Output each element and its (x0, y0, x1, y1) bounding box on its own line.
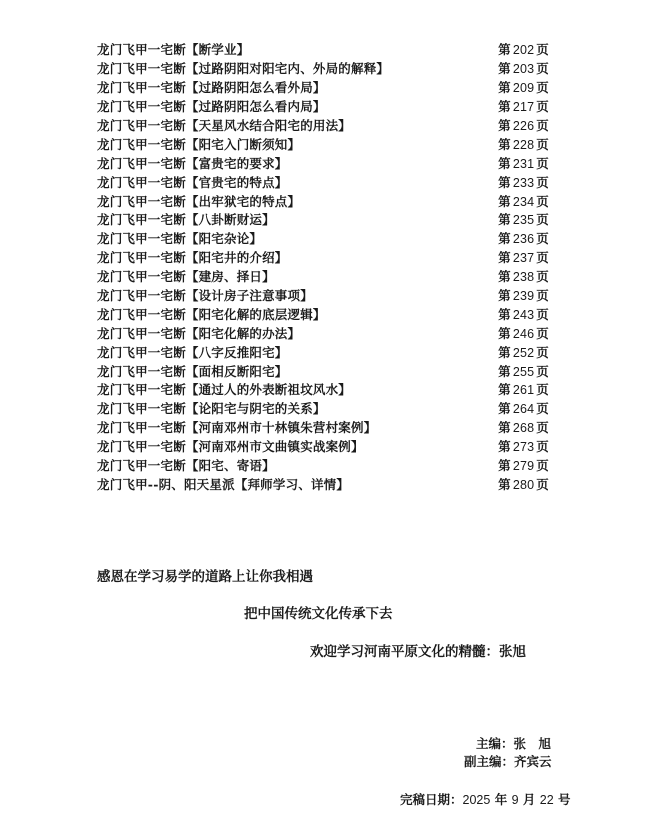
toc-page-prefix: 第 (498, 420, 511, 436)
completion-day-unit: 号 (558, 792, 571, 807)
toc-entry (97, 134, 549, 153)
toc-entry-page (498, 173, 549, 191)
toc-page-number: 202 (512, 43, 535, 58)
toc-entry-title: 龙门飞甲一宅断【天星风水结合阳宅的用法】 (97, 118, 352, 133)
toc-page-prefix: 第 (498, 306, 511, 322)
toc-page-suffix: 页 (536, 193, 549, 209)
toc-entry-title: 龙门飞甲--阴、阳天星派【拜师学习、详情】 (97, 476, 350, 492)
closing-line-2: 把中国传统文化传承下去 (244, 606, 393, 622)
toc-entry-page (498, 286, 549, 304)
toc-entry-title: 龙门飞甲一宅断【设计房子注意事项】 (97, 288, 313, 304)
toc-entry (97, 474, 549, 493)
toc-entry (97, 210, 549, 229)
table-of-contents (97, 40, 549, 493)
toc-entry-page (498, 229, 549, 247)
toc-page-prefix: 第 (498, 136, 511, 152)
toc-page-number: 261 (512, 383, 535, 398)
toc-entry (97, 267, 549, 286)
toc-entry-page (498, 475, 549, 493)
toc-page-prefix: 第 (498, 80, 511, 96)
toc-entry-title: 龙门飞甲一宅断【通过人的外表断祖坟风水】 (97, 382, 352, 398)
toc-entry-page (498, 248, 549, 266)
toc-page-suffix: 页 (536, 42, 549, 58)
toc-page-number: 226 (512, 119, 535, 133)
toc-entry-page (498, 59, 549, 77)
toc-page-suffix: 页 (536, 155, 549, 171)
toc-page-suffix: 页 (536, 212, 549, 228)
toc-page-prefix: 第 (498, 288, 511, 304)
toc-entry-title: 龙门飞甲一宅断【八卦断财运】 (97, 212, 275, 228)
toc-page-suffix: 页 (536, 136, 549, 152)
toc-page-prefix: 第 (498, 401, 511, 417)
toc-page-number: 217 (512, 100, 535, 115)
toc-entry-page (498, 116, 549, 134)
toc-page-number: 209 (512, 81, 535, 96)
toc-page-number: 279 (512, 459, 535, 474)
toc-page-number: 228 (512, 137, 535, 152)
toc-entry-title: 龙门飞甲一宅断【富贵宅的要求】 (97, 155, 288, 171)
toc-entry (97, 248, 549, 267)
toc-entry (97, 361, 549, 380)
toc-page-number: 280 (512, 477, 535, 492)
toc-page-prefix: 第 (498, 193, 511, 209)
toc-page-prefix: 第 (498, 382, 511, 398)
toc-page-prefix: 第 (498, 212, 511, 228)
toc-entry-page (498, 192, 549, 210)
toc-entry-page (498, 362, 549, 380)
toc-entry-page (498, 154, 549, 172)
toc-entry (97, 323, 549, 342)
toc-page-suffix: 页 (536, 231, 549, 247)
toc-entry-title: 龙门飞甲一宅断【断学业】 (97, 42, 250, 58)
toc-page-suffix: 页 (536, 439, 549, 455)
toc-entry-page (498, 210, 549, 228)
toc-entry-title: 龙门飞甲一宅断【河南邓州市十林镇朱营村案例】 (97, 420, 377, 436)
toc-entry-page (498, 267, 549, 285)
toc-page-suffix: 页 (536, 61, 549, 77)
toc-entry-title: 龙门飞甲一宅断【河南邓州市文曲镇实战案例】 (97, 439, 364, 455)
editor-credit: 主编：张 旭 (476, 736, 552, 751)
toc-entry (97, 399, 549, 418)
toc-page-prefix: 第 (498, 174, 511, 190)
completion-day: 22 (539, 793, 554, 807)
toc-page-number: 203 (512, 62, 535, 77)
toc-entry-page (498, 40, 549, 58)
toc-entry-title: 龙门飞甲一宅断【出牢狱宅的特点】 (97, 193, 301, 209)
toc-entry-page (498, 399, 549, 417)
completion-year-unit: 年 (494, 792, 508, 807)
toc-page-suffix: 页 (536, 118, 549, 133)
toc-page-suffix: 页 (536, 80, 549, 96)
toc-entry-page (498, 305, 549, 323)
toc-entry-title: 龙门飞甲一宅断【阳宅杂论】 (97, 231, 263, 247)
toc-entry-page (498, 97, 549, 115)
toc-page-number: 231 (512, 156, 535, 171)
toc-page-prefix: 第 (498, 476, 511, 492)
toc-page-number: 243 (512, 307, 535, 322)
toc-entry (97, 304, 549, 323)
toc-page-prefix: 第 (498, 325, 511, 341)
toc-page-prefix: 第 (498, 155, 511, 171)
toc-entry (97, 380, 549, 399)
toc-page-suffix: 页 (536, 363, 549, 379)
toc-entry-page (498, 78, 549, 96)
deputy-editor-credit: 副主编：齐宾云 (464, 754, 552, 769)
toc-entry (97, 286, 549, 305)
toc-entry-title: 龙门飞甲一宅断【过路阴阳怎么看内局】 (97, 99, 326, 115)
toc-page-number: 236 (512, 232, 535, 247)
toc-entry-title: 龙门飞甲一宅断【论阳宅与阴宅的关系】 (97, 401, 326, 417)
completion-month: 9 (511, 793, 519, 807)
toc-entry (97, 153, 549, 172)
toc-entry-page (498, 324, 549, 342)
toc-entry (97, 78, 549, 97)
toc-entry-title: 龙门飞甲一宅断【阳宅井的介绍】 (97, 250, 288, 266)
toc-page-suffix: 页 (536, 174, 549, 190)
toc-page-suffix: 页 (536, 288, 549, 304)
toc-page-number: 268 (512, 421, 535, 436)
toc-entry (97, 40, 549, 59)
toc-page-number: 237 (512, 251, 535, 266)
toc-page-prefix: 第 (498, 363, 511, 379)
toc-page-number: 235 (512, 213, 535, 228)
toc-entry-title: 龙门飞甲一宅断【面相反断阳宅】 (97, 363, 288, 379)
toc-page-number: 255 (512, 364, 535, 379)
toc-page-suffix: 页 (536, 382, 549, 398)
toc-entry (97, 172, 549, 191)
toc-page-suffix: 页 (536, 344, 549, 360)
toc-entry-title: 龙门飞甲一宅断【建房、择日】 (97, 269, 275, 285)
toc-page-prefix: 第 (498, 269, 511, 285)
toc-page-number: 252 (512, 345, 535, 360)
toc-page-prefix: 第 (498, 42, 511, 58)
toc-page-number: 264 (512, 402, 535, 417)
toc-page-suffix: 页 (536, 476, 549, 492)
toc-entry-title: 龙门飞甲一宅断【阳宅化解的底层逻辑】 (97, 306, 326, 322)
completion-month-unit: 月 (522, 792, 536, 807)
closing-line-1: 感恩在学习易学的道路上让你我相遇 (97, 569, 313, 585)
toc-page-suffix: 页 (536, 325, 549, 341)
toc-page-suffix: 页 (536, 420, 549, 436)
toc-entry (97, 229, 549, 248)
toc-entry-page (498, 456, 549, 474)
toc-entry (97, 97, 549, 116)
toc-entry-page (498, 343, 549, 361)
toc-page-prefix: 第 (498, 344, 511, 360)
toc-page-number: 273 (512, 440, 535, 455)
toc-page-number: 238 (512, 270, 535, 285)
toc-page-prefix: 第 (498, 439, 511, 455)
toc-entry-page (498, 418, 549, 436)
toc-entry-title: 龙门飞甲一宅断【阳宅、寄语】 (97, 458, 275, 474)
toc-page-suffix: 页 (536, 458, 549, 474)
toc-page-prefix: 第 (498, 458, 511, 474)
toc-entry-title: 龙门飞甲一宅断【官贵宅的特点】 (97, 174, 288, 190)
toc-page-number: 246 (512, 326, 535, 341)
toc-entry-title: 龙门飞甲一宅断【过路阴阳怎么看外局】 (97, 80, 326, 96)
toc-page-prefix: 第 (498, 61, 511, 77)
toc-entry (97, 418, 549, 437)
toc-entry (97, 437, 549, 456)
toc-entry (97, 456, 549, 475)
toc-entry (97, 191, 549, 210)
completion-date-label: 完稿日期： (400, 792, 463, 807)
toc-entry (97, 116, 549, 135)
toc-page-prefix: 第 (498, 118, 511, 133)
toc-page-prefix: 第 (498, 231, 511, 247)
toc-entry-page (498, 437, 549, 455)
toc-page-suffix: 页 (536, 250, 549, 266)
toc-page-suffix: 页 (536, 401, 549, 417)
closing-line-3: 欢迎学习河南平原文化的精髓：张旭 (310, 644, 526, 660)
toc-entry (97, 342, 549, 361)
toc-entry-page (498, 380, 549, 398)
toc-entry-page (498, 135, 549, 153)
toc-page-number: 234 (512, 194, 535, 209)
toc-page-number: 239 (512, 289, 535, 304)
toc-entry (97, 59, 549, 78)
toc-entry-title: 龙门飞甲一宅断【过路阴阳对阳宅内、外局的解释】 (97, 61, 390, 77)
toc-entry-title: 龙门飞甲一宅断【八字反推阳宅】 (97, 344, 288, 360)
completion-year: 2025 (462, 793, 491, 807)
toc-entry-title: 龙门飞甲一宅断【阳宅化解的办法】 (97, 325, 301, 341)
toc-entry-title: 龙门飞甲一宅断【阳宅入门断须知】 (97, 136, 301, 152)
toc-page-number: 233 (512, 175, 535, 190)
toc-page-suffix: 页 (536, 269, 549, 285)
toc-page-prefix: 第 (498, 99, 511, 115)
toc-page-suffix: 页 (536, 306, 549, 322)
completion-date (400, 790, 571, 808)
toc-page-prefix: 第 (498, 250, 511, 266)
toc-page-suffix: 页 (536, 99, 549, 115)
